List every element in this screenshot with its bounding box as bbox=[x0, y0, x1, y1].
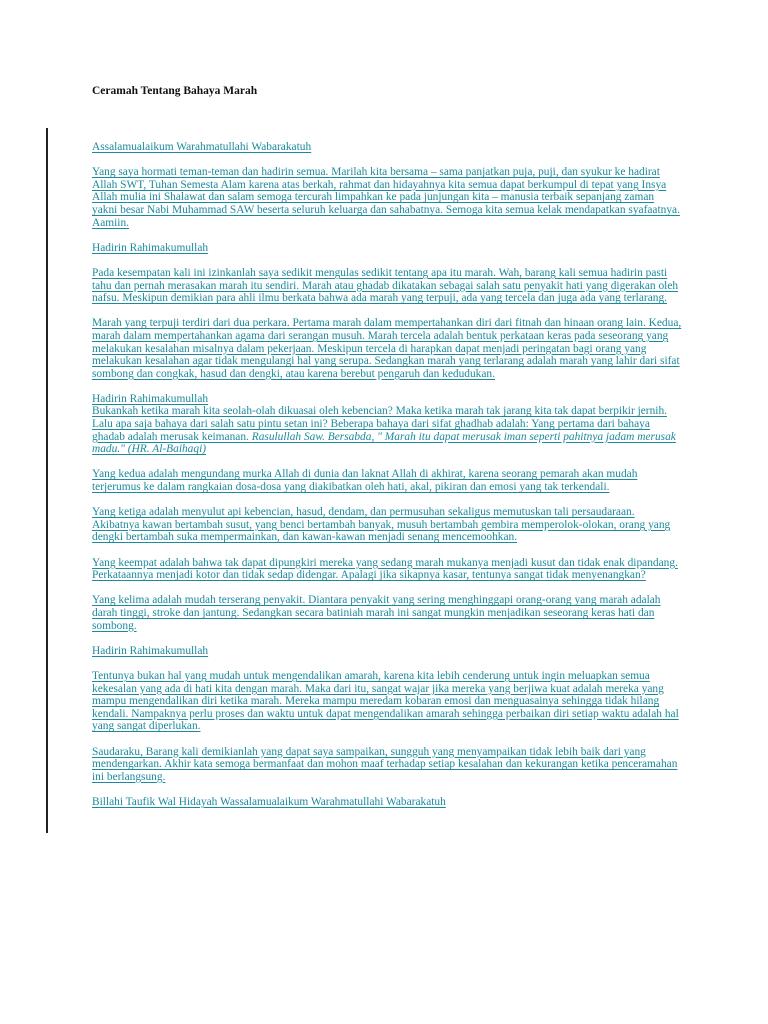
hadith-quote: Rasulullah Saw. Bersabda, " Marah itu dapat merusak iman seperti pahitnya jadam merusak madu." (HR. Al-Baihaqi) bbox=[92, 430, 676, 456]
greeting-paragraph[interactable]: Assalamualaikum Warahmatullahi Wabarakatuh bbox=[92, 141, 312, 153]
paragraph-text: Bukankah ketika marah kita seolah-olah dikuasai oleh kebencian? Maka ketika marah tak jarang kita tak dapat berpikir jernih. Lalu apa saja bahaya dari salah satu pintu setan ini? Beberapa bahaya dari sifat ghadhab adalah: Yang pertama dari bahaya ghadab adalah merusak keimanan. bbox=[92, 405, 668, 443]
body-paragraph[interactable]: Marah yang terpuji terdiri dari dua perkara. Pertama marah dalam mempertahankan diri dari fitnah dan hinaan orang lain. Kedua, marah dalam mempertahankan agama dari serangan musuh. Marah tercela adalah bentuk perkataan keras pada seseorang yang melakukan kesalahan misalnya dalam pekerjaan. Meskipun tercela di harapkan dapat menjadi peringatan bagi orang yang melakukan kesalahan agar tidak mengulangi hal yang serupa. Sedangkan marah yang terlarang adalah marah yang lahir dari sifat sombong dan congkak, hasud dan dengki, atau karena berebut pengaruh dan kedudukan. bbox=[92, 317, 682, 380]
closing-paragraph[interactable]: Billahi Taufik Wal Hidayah Wassalamualaikum Warahmatullahi Wabarakatuh bbox=[92, 795, 446, 808]
page-title: Ceramah Tentang Bahaya Marah bbox=[92, 85, 258, 97]
body-paragraph[interactable]: Yang kedua adalah mengundang murka Allah di dunia dan laknat Allah di akhirat, karena seorang pemarah akan mudah terjerumus ke dalam rangkaian dosa-dosa yang diakibatkan oleh hati, akal, pikiran dan emosi yang tak terkendali. bbox=[92, 468, 638, 494]
margin-change-bar bbox=[46, 128, 48, 833]
body-paragraph[interactable]: Tentunya bukan hal yang mudah untuk mengendalikan amarah, karena kita lebih cenderung untuk ingin meluapkan semua kekesalan yang ada di hati kita dengan marah. Maka dari itu, sangat wajar jika mereka yang berjiwa kuat adalah mereka yang mampu mengendalikan diri ketika marah. Mereka mampu meredam kobaran emosi dan menguasainya sehingga tidak hilang kendali. Nampaknya perlu proses dan waktu untuk dapat mengendalikan amarah sehingga perbaikan diri setiap waktu adalah hal yang sangat diperlukan. bbox=[92, 669, 679, 733]
section-heading[interactable]: Hadirin Rahimakumullah bbox=[92, 241, 209, 254]
body-paragraph-with-quote[interactable] bbox=[92, 405, 682, 455]
section-heading[interactable]: Hadirin Rahimakumullah bbox=[92, 644, 209, 657]
body-paragraph[interactable]: Yang ketiga adalah menyulut api kebencian, hasud, dendam, dan permusuhan sekaligus memutuskan tali persaudaraan. Akibatnya kawan bertambah susut, yang benci bertambah banyak, musuh bertambah gembira memperolok-olokan, orang yang dengki bertambah suka mempermainkan, dan kawan-kawan menjadi senang mencemoohkan. bbox=[92, 506, 671, 544]
body-paragraph[interactable]: Yang kelima adalah mudah terserang penyakit. Diantara penyakit yang sering menghinggapi orang-orang yang marah adalah darah tinggi, stroke dan jantung. Sedangkan secara batiniah marah ini sangat mungkin menjadikan seseorang keras hati dan sombong. bbox=[92, 594, 661, 632]
body-paragraph[interactable]: Saudaraku, Barang kali demikianlah yang dapat saya sampaikan, sungguh yang menyampaikan tidak lebih baik dari yang mendengarkan. Akhir kata semoga bermanfaat dan mohon maaf terhadap setiap kesalahan dan kekurangan ketika penceramahan ini berlangsung. bbox=[92, 745, 678, 783]
opening-paragraph[interactable]: Yang saya hormati teman-teman dan hadirin semua. Marilah kita bersama – sama panjatkan puja, puji, dan syukur ke hadirat Allah SWT, Tuhan Semesta Alam karena atas berkah, rahmat dan hidayahnya kita semua dapat berkumpul di tepat yang Insya Allah mulia ini Shalawat dan salam semoga tercurah limpahkan ke pada junjungan kita – manusia terbaik sepanjang zaman yakni besar Nabi Muhammad SAW beserta seluruh keluarga dan sahabatnya. Semoga kita semua kelak mendapatkan syafaatnya. Aamiin. bbox=[92, 166, 680, 229]
section-heading[interactable]: Hadirin Rahimakumullah bbox=[92, 392, 209, 405]
body-paragraph[interactable]: Yang keempat adalah bahwa tak dapat dipungkiri mereka yang sedang marah mukanya menjadi kusut dan tidak enak dipandang. Perkataannya menjadi kotor dan tidak sedap didengar. Apalagi jika sikapnya kasar, tentunya sangat tidak menyenangkan? bbox=[92, 556, 678, 582]
body-paragraph[interactable]: Pada kesempatan kali ini izinkanlah saya sedikit mengulas sedikit tentang apa itu marah. Wah, barang kali semua hadirin pasti tahu dan pernah merasakan marah itu sendiri. Marah atau ghadab dikatakan sebagai salah satu penyakit hati yang digerakan oleh nafsu. Meskipun demikian para ahli ilmu berkata bahwa ada marah yang terpuji, ada yang tercela dan juga ada yang terlarang. bbox=[92, 266, 679, 305]
document-body bbox=[92, 141, 682, 821]
